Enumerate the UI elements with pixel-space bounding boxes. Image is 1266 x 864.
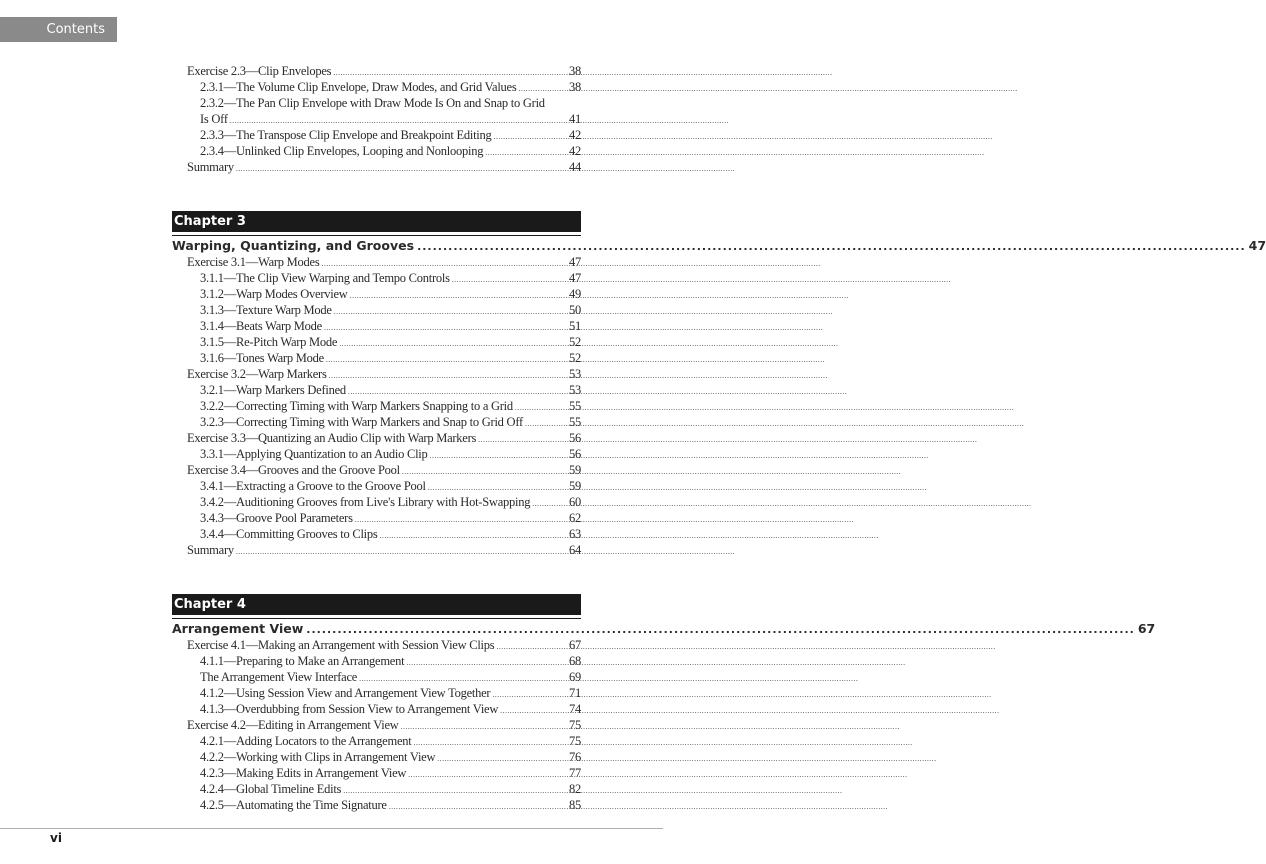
- toc-entry-page: 59: [569, 463, 581, 477]
- toc-entry-label: 3.1.4—Beats Warp Mode: [200, 319, 322, 333]
- toc-entry-label: 3.2.2—Correcting Timing with Warp Markers Snapping to a Grid: [200, 399, 513, 413]
- contents-tab: [0, 17, 117, 42]
- toc-entry-label: 2.3.3—The Transpose Clip Envelope and Breakpoint Editing: [200, 128, 492, 142]
- toc-entry-page: 67: [569, 638, 581, 652]
- footer-rule: [0, 828, 663, 829]
- leader-dots: [230, 111, 567, 123]
- toc-entry[interactable]: [172, 270, 581, 286]
- leader-dots: [348, 382, 567, 394]
- toc-entry[interactable]: [172, 302, 581, 318]
- chapter-3-title-row[interactable]: [172, 235, 1266, 254]
- toc-entry[interactable]: [172, 254, 581, 270]
- leader-dots: [492, 685, 567, 697]
- toc-entry[interactable]: [172, 398, 581, 414]
- toc-entry-page: 62: [569, 511, 581, 525]
- leader-dots: [518, 79, 567, 91]
- toc-entry[interactable]: [172, 462, 581, 478]
- chapter-4-heading: Chapter 4: [172, 594, 581, 615]
- toc-entry-label: 4.1.1—Preparing to Make an Arrangement: [200, 654, 405, 668]
- toc-entry[interactable]: [172, 797, 581, 813]
- toc-entry-page: 68: [569, 654, 581, 668]
- toc-entry[interactable]: [172, 334, 581, 350]
- toc-entry[interactable]: [172, 63, 581, 79]
- toc-entry-page: 55: [569, 399, 581, 413]
- contents-tab-label: Contents: [46, 22, 105, 37]
- chapter-4-page: 67: [1137, 621, 1156, 636]
- toc-entry-label: 3.4.1—Extracting a Groove to the Groove Pool: [200, 479, 426, 493]
- leader-dots: [437, 749, 567, 761]
- leader-dots: [355, 510, 567, 522]
- toc-entry-label: 3.3.1—Applying Quantization to an Audio Clip: [200, 447, 428, 461]
- leader-dots: [326, 350, 567, 362]
- toc-entry[interactable]: [172, 701, 581, 717]
- toc-entry-label: 3.4.2—Auditioning Grooves from Live's Library with Hot-Swapping: [200, 495, 531, 509]
- leader-dots: [430, 446, 567, 458]
- leader-dots: [343, 781, 567, 793]
- toc-entry-label: 3.1.3—Texture Warp Mode: [200, 303, 332, 317]
- leader-dots: [452, 270, 567, 282]
- toc-entry-page: 85: [569, 798, 581, 812]
- leader-dots: [515, 398, 567, 410]
- toc-entry-page: 50: [569, 303, 581, 317]
- chapter-3-heading: Chapter 3: [172, 211, 581, 232]
- toc-entry[interactable]: [172, 510, 581, 526]
- toc-entry-label: Exercise 3.1—Warp Modes: [187, 255, 320, 269]
- toc-entry-page: 44: [569, 160, 581, 174]
- chapter-4-entries: [172, 637, 581, 813]
- toc-entry-page: 55: [569, 415, 581, 429]
- toc-entry[interactable]: [172, 685, 581, 701]
- leader-dots: [389, 797, 567, 809]
- toc-entry-page: 75: [569, 734, 581, 748]
- toc-entry-continuation[interactable]: [172, 111, 581, 127]
- toc-entry-label: 4.1.3—Overdubbing from Session View to Arrangement View: [200, 702, 499, 716]
- leader-dots: [321, 254, 567, 266]
- toc-block-chapter-2-end: [172, 63, 581, 175]
- toc-entry-page: 75: [569, 718, 581, 732]
- leader-dots: [334, 302, 567, 314]
- toc-entry-label: 4.2.3—Making Edits in Arrangement View: [200, 766, 407, 780]
- leader-dots: [525, 414, 567, 426]
- toc-entry-page: 82: [569, 782, 581, 796]
- leader-dots: [428, 478, 567, 490]
- toc-entry[interactable]: [172, 637, 581, 653]
- chapter-3-title: Warping, Quantizing, and Grooves: [172, 238, 415, 253]
- toc-entry-page: 63: [569, 527, 581, 541]
- toc-chapter-3: [172, 211, 1266, 558]
- toc-entry[interactable]: [172, 669, 581, 685]
- toc-entry-label: 2.3.2—The Pan Clip Envelope with Draw Mode Is On and Snap to Grid: [200, 96, 545, 110]
- toc-entry-label: Exercise 3.4—Grooves and the Groove Pool: [187, 463, 400, 477]
- leader-dots: [417, 237, 1246, 250]
- toc-entry-label: 2.3.4—Unlinked Clip Envelopes, Looping and Nonlooping: [200, 144, 484, 158]
- leader-dots: [350, 286, 567, 298]
- toc-entry[interactable]: [172, 318, 581, 334]
- toc-chapter-4: [172, 594, 1156, 813]
- toc-entry-page: 49: [569, 287, 581, 301]
- leader-dots: [236, 542, 567, 554]
- toc-entry-label: 3.1.1—The Clip View Warping and Tempo Controls: [200, 271, 450, 285]
- toc-entry[interactable]: [172, 446, 581, 462]
- leader-dots: [500, 701, 567, 713]
- toc-entry-label: Exercise 2.3—Clip Envelopes: [187, 64, 332, 78]
- toc-entry[interactable]: [172, 286, 581, 302]
- toc-entry-label: 4.2.2—Working with Clips in Arrangement View: [200, 750, 436, 764]
- toc-entry[interactable]: [172, 143, 581, 159]
- toc-entry-label: Exercise 3.3—Quantizing an Audio Clip with Warp Markers: [187, 431, 477, 445]
- toc-entry-page: 47: [569, 271, 581, 285]
- toc-entry-label: 4.2.5—Automating the Time Signature: [200, 798, 387, 812]
- leader-dots: [324, 318, 567, 330]
- leader-dots: [413, 733, 567, 745]
- toc-entry-label: 3.2.1—Warp Markers Defined: [200, 383, 346, 397]
- leader-dots: [329, 366, 567, 378]
- toc-entry-page: 53: [569, 367, 581, 381]
- toc-entry[interactable]: [172, 717, 581, 733]
- toc-entry-page: 38: [569, 80, 581, 94]
- toc-entry[interactable]: [172, 765, 581, 781]
- toc-entry[interactable]: [172, 478, 581, 494]
- toc-entry-page: 71: [569, 686, 581, 700]
- toc-entry-page: 38: [569, 64, 581, 78]
- toc-entry[interactable]: [172, 414, 581, 430]
- toc-entry-page: 77: [569, 766, 581, 780]
- toc-entry-label: Exercise 3.2—Warp Markers: [187, 367, 327, 381]
- toc-entry-label: 4.2.4—Global Timeline Edits: [200, 782, 342, 796]
- toc-entry-label: 3.1.5—Re-Pitch Warp Mode: [200, 335, 338, 349]
- toc-entry-label: 4.2.1—Adding Locators to the Arrangement: [200, 734, 412, 748]
- toc-entry-page: 56: [569, 431, 581, 445]
- toc-entry-label: Summary: [187, 543, 234, 557]
- leader-dots: [478, 430, 567, 442]
- toc-entry-page: 41: [569, 112, 581, 126]
- leader-dots: [402, 462, 567, 474]
- toc-entry-page: 47: [569, 255, 581, 269]
- toc-entry-page: 51: [569, 319, 581, 333]
- toc-entry-label: 4.1.2—Using Session View and Arrangement View Together: [200, 686, 491, 700]
- chapter-3-entries: [172, 254, 581, 558]
- toc-entry-page: 52: [569, 351, 581, 365]
- toc-entry[interactable]: [172, 366, 581, 382]
- toc-entry[interactable]: [172, 733, 581, 749]
- toc-entry-label: 3.4.3—Groove Pool Parameters: [200, 511, 353, 525]
- leader-dots: [339, 334, 567, 346]
- toc-entry[interactable]: [172, 79, 581, 95]
- toc-entry-label: Exercise 4.2—Editing in Arrangement View: [187, 718, 399, 732]
- toc-entry[interactable]: [172, 781, 581, 797]
- toc-entry-page: 53: [569, 383, 581, 397]
- chapter-4-title-row[interactable]: [172, 618, 1156, 637]
- leader-dots: [494, 127, 567, 139]
- toc-entry-label: The Arrangement View Interface: [200, 670, 358, 684]
- toc-entry-label: 3.1.2—Warp Modes Overview: [200, 287, 348, 301]
- toc-entry-page: 59: [569, 479, 581, 493]
- toc-entry-page: 69: [569, 670, 581, 684]
- toc-entry[interactable]: [172, 526, 581, 542]
- leader-dots: [380, 526, 567, 538]
- toc-entry-page: 42: [569, 144, 581, 158]
- leader-dots: [236, 159, 567, 171]
- toc-entry-page: 74: [569, 702, 581, 716]
- toc-entry-label: 3.1.6—Tones Warp Mode: [200, 351, 324, 365]
- toc-entry-page: 64: [569, 543, 581, 557]
- toc-entry-label-continued: Is Off: [200, 112, 228, 126]
- toc-entry[interactable]: [172, 542, 581, 558]
- leader-dots: [496, 637, 567, 649]
- toc-entry-page: 42: [569, 128, 581, 142]
- toc-entry[interactable]: [172, 350, 581, 366]
- toc-entry-page: 60: [569, 495, 581, 509]
- toc-entry-label: 2.3.1—The Volume Clip Envelope, Draw Modes, and Grid Values: [200, 80, 517, 94]
- toc-entry[interactable]: [172, 382, 581, 398]
- toc-entry[interactable]: [172, 95, 581, 111]
- toc-entry[interactable]: [172, 494, 581, 510]
- toc-entry[interactable]: [172, 653, 581, 669]
- toc-entry[interactable]: [172, 127, 581, 143]
- leader-dots: [333, 63, 567, 75]
- chapter-4-title: Arrangement View: [172, 621, 304, 636]
- leader-dots: [359, 669, 567, 681]
- toc-entry-label: 3.4.4—Committing Grooves to Clips: [200, 527, 378, 541]
- toc-entry[interactable]: [172, 430, 581, 446]
- leader-dots: [401, 717, 567, 729]
- toc-entry-page: 76: [569, 750, 581, 764]
- leader-dots: [306, 620, 1135, 633]
- toc-entry-label: Summary: [187, 160, 234, 174]
- toc-entry[interactable]: [172, 159, 581, 175]
- toc-entry-label: Exercise 4.1—Making an Arrangement with Session View Clips: [187, 638, 495, 652]
- toc-entry[interactable]: [172, 749, 581, 765]
- leader-dots: [532, 494, 567, 506]
- toc-entry-page: 56: [569, 447, 581, 461]
- leader-dots: [406, 653, 567, 665]
- leader-dots: [485, 143, 567, 155]
- page-folio: vi: [50, 831, 62, 845]
- toc-entry-label: 3.2.3—Correcting Timing with Warp Markers and Snap to Grid Off: [200, 415, 523, 429]
- toc-entry-page: 52: [569, 335, 581, 349]
- leader-dots: [408, 765, 567, 777]
- chapter-3-page: 47: [1248, 238, 1266, 253]
